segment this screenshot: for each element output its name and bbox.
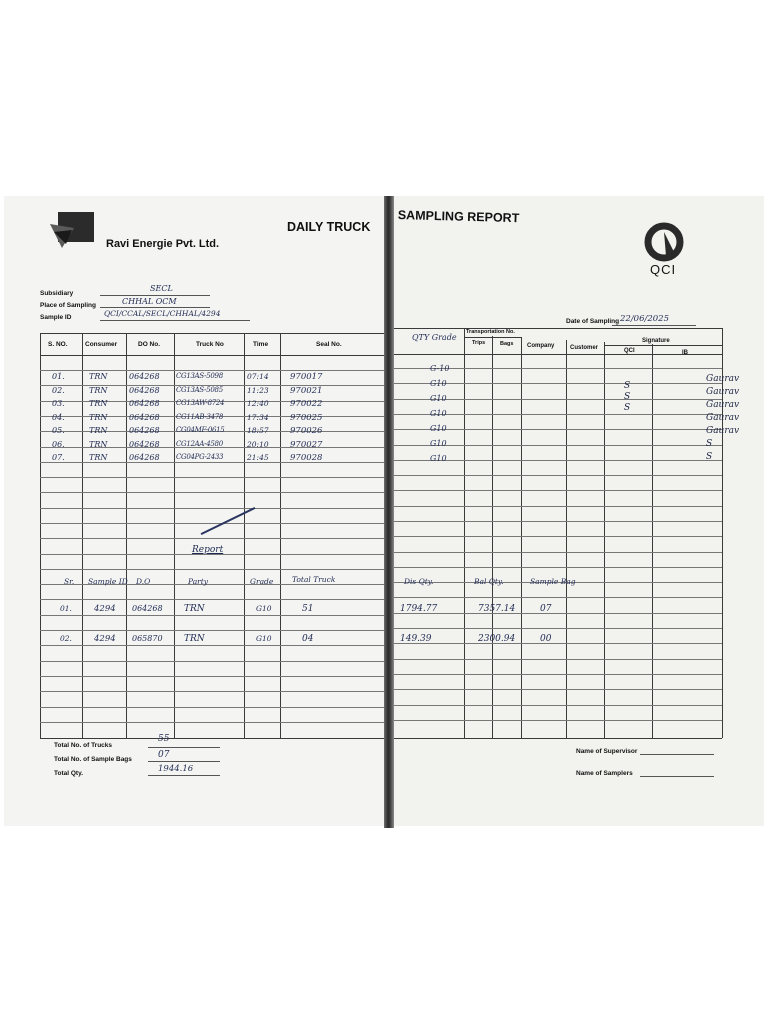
header-consumer: Consumer (85, 341, 118, 348)
book-spine (384, 196, 394, 828)
header-do-no: DO No. (138, 341, 161, 348)
report-row-grade: G10 (256, 604, 272, 613)
ruled-line-left (40, 630, 384, 631)
report-row-party: TRN (184, 634, 205, 644)
ruled-line-right (394, 567, 722, 568)
samplers-label: Name of Samplers (576, 770, 633, 777)
ruled-line-left (40, 370, 384, 371)
row-ib-signature: Gaurav (706, 426, 740, 436)
row-grade: G-10 (430, 364, 450, 373)
ravi-energie-logo (48, 210, 96, 250)
row-do-no: 064268 (129, 399, 160, 408)
row-do-no: 064268 (129, 426, 160, 435)
report-row-do: 065870 (132, 634, 163, 643)
title-left: DAILY TRUCK (287, 220, 371, 234)
ruled-line-left (40, 661, 384, 662)
ruled-line-left (40, 508, 384, 509)
report-row-grade: G10 (256, 634, 272, 643)
ruled-line-right (394, 643, 722, 644)
header-truck-no: Truck No (196, 341, 224, 348)
ruled-line-left (40, 707, 384, 708)
row-grade: G10 (430, 454, 447, 463)
ruled-line-left (40, 538, 384, 539)
header-transportation-no: Transportation No. (466, 329, 515, 335)
total-bags-value: 07 (158, 750, 170, 760)
report-row-dis-qty: 149.39 (400, 634, 432, 644)
row-ib-signature: S (706, 452, 713, 462)
row-qci-signature: S (624, 403, 631, 413)
row-consumer: TRN (89, 412, 108, 422)
row-ib-signature: S (706, 439, 713, 449)
report-row-sample-bag: 07 (540, 604, 552, 614)
row-ib-signature: Gaurav (706, 413, 740, 423)
row-seal-no: 970026 (290, 426, 323, 436)
ruled-line-right (394, 521, 722, 522)
header-bags: Bags (500, 341, 514, 347)
row-seal-no: 970022 (290, 399, 323, 409)
row-consumer: TRN (89, 426, 108, 435)
header-customer: Customer (570, 345, 599, 351)
report-row-do: 064268 (132, 604, 163, 613)
row-sno: 01. (52, 372, 65, 381)
row-time: 21:45 (247, 453, 269, 462)
ruled-line-left (40, 569, 384, 570)
subsidiary-label: Subsidiary (40, 290, 74, 297)
row-seal-no: 970017 (290, 372, 323, 382)
header-qty-grade: QTY Grade (412, 333, 457, 342)
row-sno: 04. (52, 412, 65, 422)
ruled-line-right (394, 597, 722, 598)
row-time: 11:23 (247, 385, 269, 395)
sample-id-value: QCI/CCAL/SECL/CHHAL/4294 (104, 309, 221, 318)
report-header-dis-qty: Dis Qty. (404, 577, 434, 586)
ruled-line-left (40, 523, 384, 524)
header-qci: QCI (624, 348, 635, 354)
title-right: SAMPLING REPORT (397, 208, 520, 226)
total-qty-value: 1944.16 (158, 764, 194, 774)
ruled-line-right (394, 720, 722, 721)
row-grade: G10 (430, 424, 447, 433)
row-grade: G10 (430, 409, 447, 418)
row-consumer: TRN (89, 399, 108, 408)
row-grade: G10 (430, 379, 447, 388)
ruled-line-left (40, 615, 384, 616)
row-grade: G10 (430, 394, 447, 403)
row-seal-no: 970027 (290, 439, 323, 450)
row-sno: 03. (52, 399, 65, 408)
row-truck-no: CG13AS-5085 (176, 385, 223, 394)
date-label: Date of Sampling (566, 318, 620, 325)
report-row-sr: 02. (60, 634, 72, 643)
report-header-sample-bag: Sample Bag (530, 577, 576, 586)
report-header-sample: Sample ID (88, 577, 128, 586)
row-time: 17:34 (247, 412, 269, 422)
row-time: 18:57 (247, 426, 269, 435)
report-row-trucks: 04 (302, 634, 314, 644)
row-do-no: 064268 (129, 372, 160, 381)
report-row-sample: 4294 (94, 604, 116, 614)
ruled-line-left (40, 477, 384, 478)
report-row-bal-qty: 7357.14 (478, 604, 516, 614)
report-row-dis-qty: 1794.77 (400, 604, 438, 614)
row-do-no: 064268 (129, 439, 160, 449)
ruled-line-right (394, 552, 722, 553)
report-header-bal-qty: Bal Qty. (474, 577, 504, 586)
header-time: Time (253, 341, 269, 348)
ruled-line-right (394, 506, 722, 507)
header-ib: IB (682, 350, 688, 356)
row-ib-signature: Gaurav (706, 387, 740, 397)
report-row-sr: 01. (60, 604, 72, 613)
report-header-total-truck: Total Truck (292, 575, 336, 584)
row-time: 12:40 (247, 399, 269, 408)
row-seal-no: 970025 (290, 412, 323, 423)
report-header-party: Party (188, 577, 209, 586)
ruled-line-right (394, 490, 722, 491)
ruled-line-right (394, 689, 722, 690)
header-sno: S. NO. (48, 341, 68, 348)
row-do-no: 064268 (129, 453, 160, 462)
report-heading: Report (192, 545, 224, 555)
qci-logo (640, 222, 692, 280)
qci-logo-text: QCI (650, 262, 677, 277)
row-seal-no: 970028 (290, 453, 323, 463)
report-row-bal-qty: 2300.94 (478, 634, 516, 644)
row-time: 07:14 (247, 372, 269, 381)
row-consumer: TRN (89, 385, 108, 395)
ruled-line-right (394, 613, 722, 614)
row-truck-no: CG04MF-0615 (176, 426, 225, 434)
ruled-line-left (40, 492, 384, 493)
total-trucks-value: 55 (158, 734, 170, 744)
header-trips: Trips (472, 340, 486, 346)
report-row-sample: 4294 (94, 634, 116, 644)
ruled-line-left (40, 599, 384, 600)
place-value: CHHAL OCM (122, 297, 177, 306)
row-do-no: 064268 (129, 385, 160, 395)
row-time: 20:10 (247, 439, 269, 449)
ruled-line-left (40, 645, 384, 646)
row-sno: 05. (52, 426, 65, 435)
row-grade: G10 (430, 439, 447, 448)
report-header-do: D.O (136, 577, 151, 586)
report-header-sr: Sr. (64, 577, 75, 586)
row-truck-no: CG04PG-2433 (176, 453, 224, 461)
total-trucks-label: Total No. of Trucks (54, 742, 113, 749)
ruled-line-right (394, 628, 722, 629)
row-qci-signature: S (624, 392, 631, 402)
row-consumer: TRN (89, 439, 108, 449)
ruled-line-left (40, 722, 384, 723)
row-seal-no: 970021 (290, 385, 323, 396)
company-name: Ravi Energie Pvt. Ltd. (106, 238, 220, 250)
row-ib-signature: Gaurav (706, 400, 740, 410)
ruled-line-left (40, 691, 384, 692)
row-truck-no: CG12AA-4580 (176, 439, 223, 448)
ruled-line-right (394, 475, 722, 476)
total-qty-label: Total Qty. (54, 770, 84, 777)
row-truck-no: CG13AS-5098 (176, 372, 223, 380)
report-row-sample-bag: 00 (540, 634, 552, 644)
place-label: Place of Sampling (40, 302, 96, 309)
row-qci-signature: S (624, 381, 631, 391)
report-header-grade: Grade (250, 577, 274, 586)
ruled-line-right (394, 536, 722, 537)
ruled-line-right (394, 705, 722, 706)
subsidiary-value: SECL (150, 284, 173, 293)
report-row-trucks: 51 (302, 604, 314, 614)
row-sno: 02. (52, 385, 65, 395)
header-seal-no: Seal No. (316, 341, 342, 348)
row-sno: 06. (52, 439, 65, 449)
ruled-line-left (40, 462, 384, 463)
total-bags-label: Total No. of Sample Bags (54, 756, 132, 763)
row-consumer: TRN (89, 372, 108, 381)
ruled-line-left (40, 676, 384, 677)
supervisor-label: Name of Supervisor (576, 748, 638, 755)
report-row-party: TRN (184, 604, 205, 614)
row-truck-no: CG11AB-3478 (176, 412, 224, 421)
row-consumer: TRN (89, 453, 108, 462)
date-value: 22/06/2025 (620, 314, 669, 324)
header-signature: Signature (642, 338, 670, 344)
right-page (392, 196, 764, 826)
row-sno: 07. (52, 453, 65, 462)
row-do-no: 064268 (129, 412, 160, 422)
row-ib-signature: Gaurav (706, 374, 740, 384)
header-company: Company (527, 343, 555, 349)
ruled-line-right (394, 674, 722, 675)
ruled-line-right (394, 659, 722, 660)
row-truck-no: CG13AW-8724 (176, 399, 225, 407)
sample-id-label: Sample ID (40, 314, 72, 321)
